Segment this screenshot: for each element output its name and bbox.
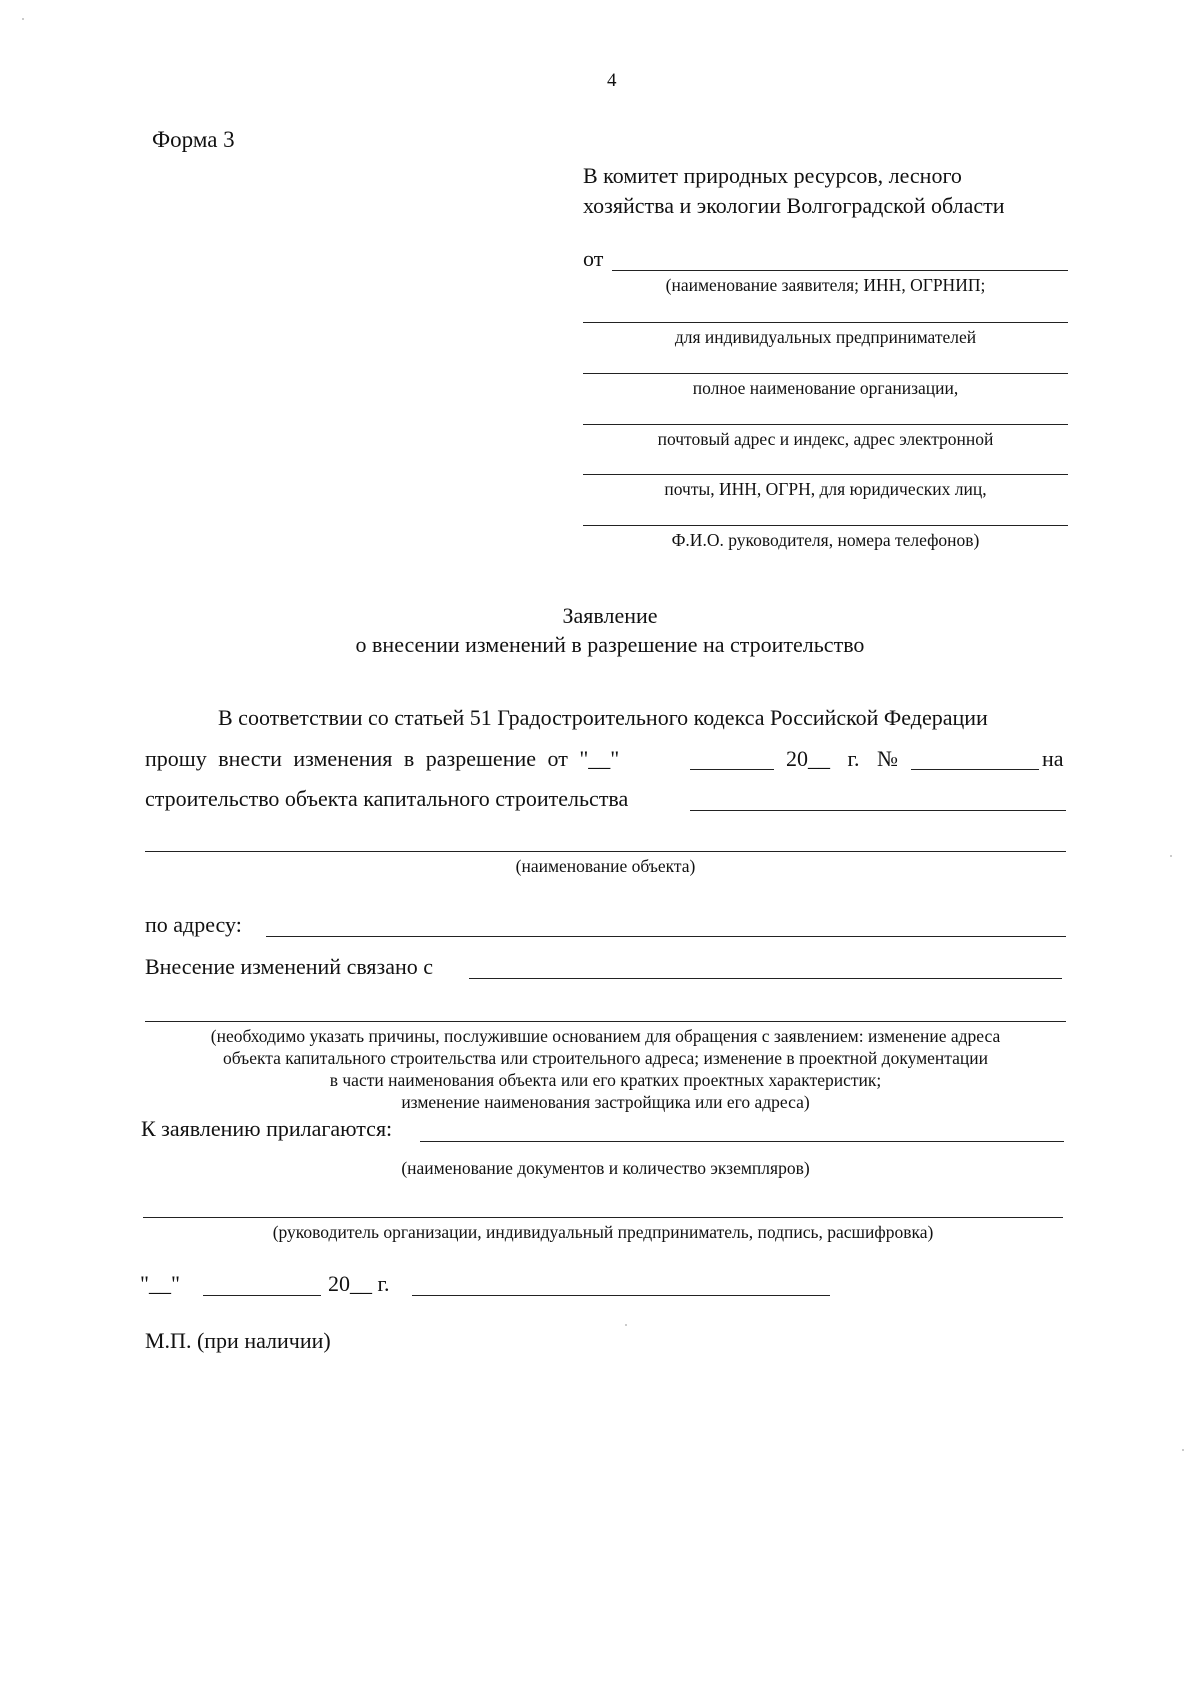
applicant-line-3[interactable] xyxy=(583,373,1068,374)
document-title: Заявление xyxy=(562,603,658,628)
from-label: от xyxy=(583,246,604,271)
attach-label: К заявлению прилагаются: xyxy=(141,1116,393,1141)
applicant-name-line[interactable] xyxy=(612,270,1068,271)
date-day: "__" xyxy=(140,1271,180,1296)
applicant-line-2[interactable] xyxy=(583,322,1068,323)
scan-speck xyxy=(625,1324,627,1326)
applicant-hint-6: Ф.И.О. руководителя, номера телефонов) xyxy=(671,530,980,550)
date-year: 20__ г. xyxy=(328,1271,390,1296)
applicant-line-4[interactable] xyxy=(583,424,1068,425)
applicant-hint-2: для индивидуальных предпринимателей xyxy=(674,327,977,347)
form-label: Форма 3 xyxy=(152,127,235,152)
date-month-line[interactable] xyxy=(203,1295,321,1296)
scan-speck xyxy=(1170,855,1172,857)
addressee-line-2: хозяйства и экологии Волгоградской области xyxy=(583,193,1005,218)
reason-hint-4: изменение наименования застройщика или его адреса) xyxy=(401,1092,810,1112)
scan-speck xyxy=(22,18,24,20)
change-reason-line-2[interactable] xyxy=(145,1021,1066,1022)
document-subtitle: о внесении изменений в разрешение на строительство xyxy=(355,632,865,657)
object-line-1[interactable] xyxy=(690,810,1066,811)
applicant-line-5[interactable] xyxy=(583,474,1068,475)
change-reason-line-1[interactable] xyxy=(469,978,1062,979)
reason-hint-2: объекта капитального строительства или строительного адреса; изменение в проектной документации xyxy=(222,1048,989,1068)
applicant-hint-4: почтовый адрес и индекс, адрес электронной xyxy=(657,429,994,449)
reason-hint-3: в части наименования объекта или его кратких проектных характеристик; xyxy=(329,1070,882,1090)
signer-line[interactable] xyxy=(143,1217,1063,1218)
page-number: 4 xyxy=(607,70,617,91)
object-hint: (наименование объекта) xyxy=(515,856,696,876)
applicant-hint-3: полное наименование организации, xyxy=(692,378,959,398)
permit-month-line[interactable] xyxy=(690,769,774,770)
reason-hint-1: (необходимо указать причины, послужившие основанием для обращения с заявлением: изменение адреса xyxy=(210,1026,1001,1046)
object-line-2[interactable] xyxy=(145,851,1066,852)
para-line-3: строительство объекта капитального строительства xyxy=(145,786,629,811)
applicant-line-6[interactable] xyxy=(583,525,1068,526)
stamp-label: М.П. (при наличии) xyxy=(145,1328,331,1353)
addressee-line-1: В комитет природных ресурсов, лесного xyxy=(583,163,962,188)
para-line-2-year: 20__ г. № xyxy=(786,746,899,771)
attach-hint: (наименование документов и количество экземпляров) xyxy=(401,1158,810,1178)
applicant-hint-5: почты, ИНН, ОГРН, для юридических лиц, xyxy=(664,479,987,499)
permit-number-line[interactable] xyxy=(911,769,1039,770)
para-line-2-prefix: прошу внести изменения в разрешение от "__" xyxy=(145,746,620,771)
address-line[interactable] xyxy=(266,936,1066,937)
para-line-2-suffix: на xyxy=(1042,746,1064,771)
scan-speck xyxy=(1182,1449,1184,1451)
applicant-hint-1: (наименование заявителя; ИНН, ОГРНИП; xyxy=(665,275,986,295)
change-label: Внесение изменений связано с xyxy=(145,954,434,979)
signature-line[interactable] xyxy=(412,1295,830,1296)
attachments-line[interactable] xyxy=(420,1141,1064,1142)
para-line-1: В соответствии со статьей 51 Градостроительного кодекса Российской Федерации xyxy=(218,705,988,730)
address-label: по адресу: xyxy=(145,912,242,937)
signer-hint: (руководитель организации, индивидуальный предприниматель, подпись, расшифровка) xyxy=(272,1222,934,1242)
